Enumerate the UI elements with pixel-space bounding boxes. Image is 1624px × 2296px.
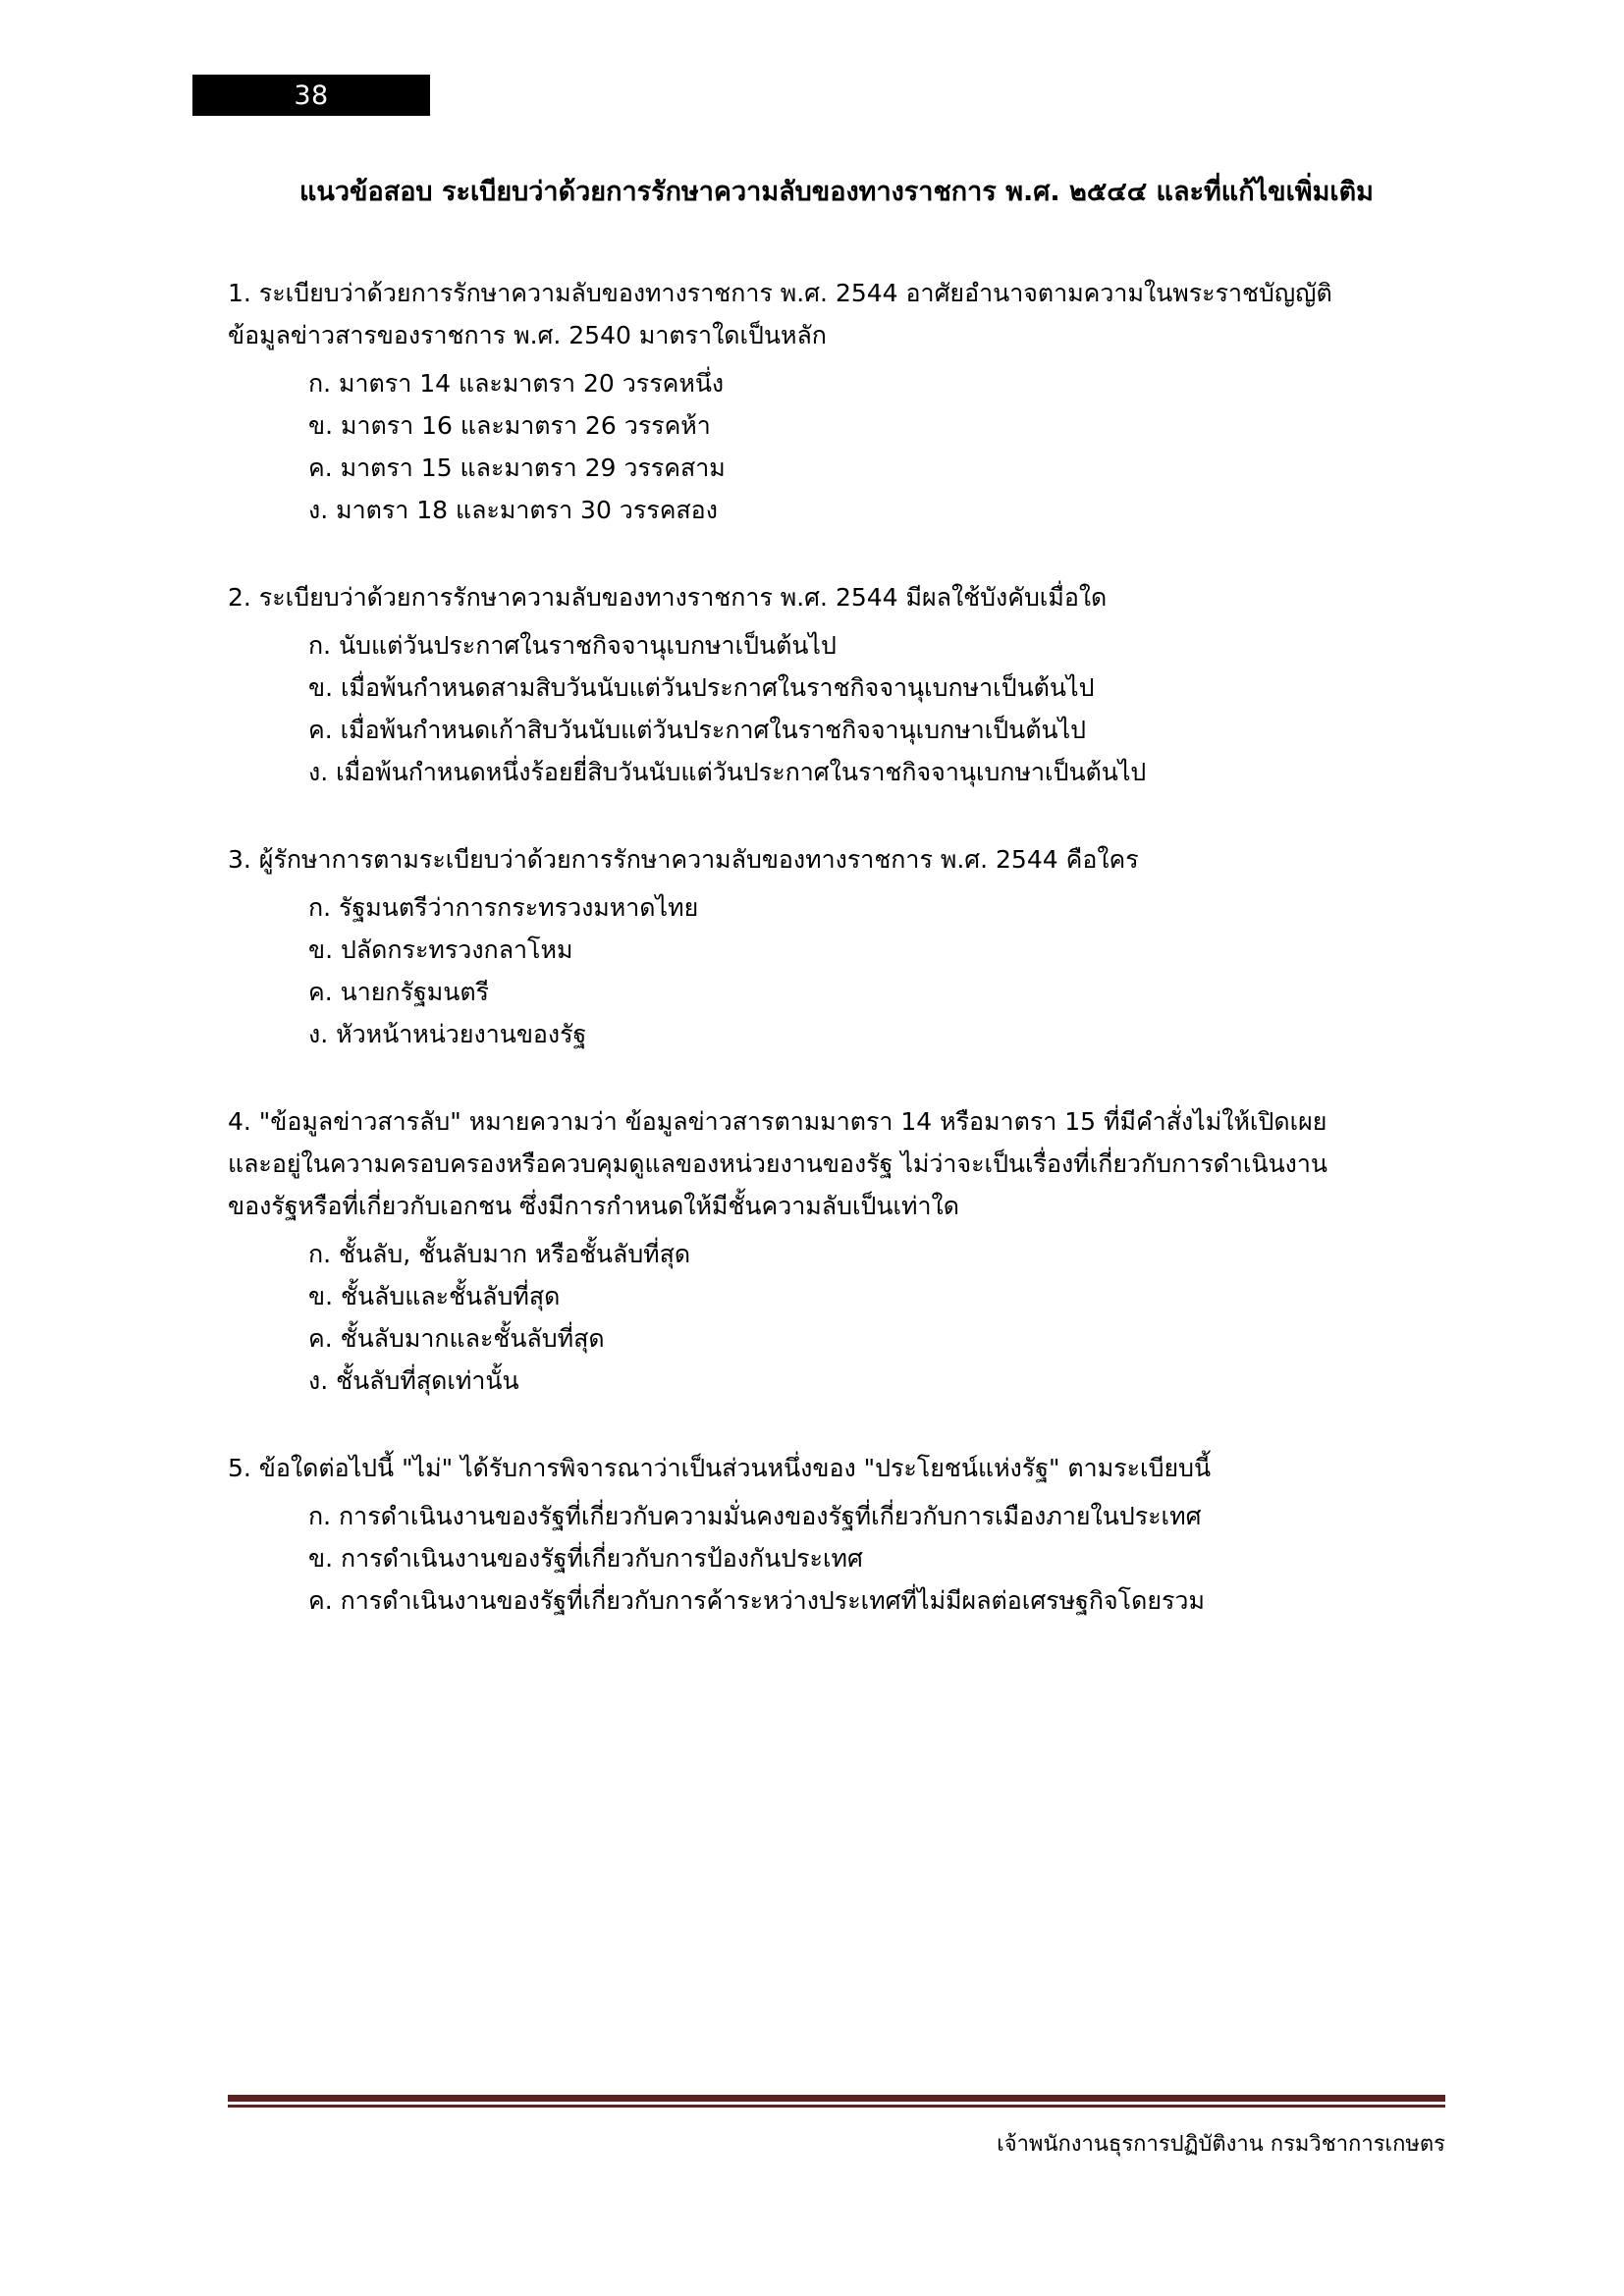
page-number: 38 [294,80,329,111]
choice-option[interactable]: ก. รัฐมนตรีว่าการกระทรวงมหาดไทย [308,893,699,923]
choice-list [228,624,1445,793]
question-item [228,272,1445,531]
question-stem [228,272,1445,356]
choice-option[interactable]: ข. ปลัดกระทรวงกลาโหม [308,935,573,965]
choice-option[interactable]: ก. ชั้นลับ, ชั้นลับมาก หรือชั้นลับที่สุด [308,1240,691,1269]
page-footer [228,2095,1445,2162]
choice-option[interactable]: ข. การดำเนินงานของรัฐที่เกี่ยวกับการป้องกันประเทศ [308,1544,863,1574]
choice-option[interactable]: ข. เมื่อพ้นกำหนดสามสิบวันนับแต่วันประกาศในราชกิจจานุเบกษาเป็นต้นไป [308,673,1095,703]
question-stem [228,838,1445,881]
choice-option[interactable]: ค. นายกรัฐมนตรี [308,978,489,1007]
question-stem-line: 4. "ข้อมูลข่าวสารลับ" หมายความว่า ข้อมูลข่าวสารตามมาตรา 14 หรือมาตรา 15 ที่มีคำสั่งไม่ให้เปิดเผย [228,1107,1327,1137]
choice-list [228,1233,1445,1402]
choice-option[interactable]: ข. มาตรา 16 และมาตรา 26 วรรคห้า [308,411,711,441]
footer-text: เจ้าพนักงานธุรการปฏิบัติงาน กรมวิชาการเกษตร [997,2132,1445,2157]
choice-option[interactable]: ค. ชั้นลับมากและชั้นลับที่สุด [308,1324,605,1354]
choice-list [228,886,1445,1055]
question-stem-line: 2. ระเบียบว่าด้วยการรักษาความลับของทางราชการ พ.ศ. 2544 มีผลใช้บังคับเมื่อใด [228,583,1108,613]
choice-option[interactable]: ก. นับแต่วันประกาศในราชกิจจานุเบกษาเป็นต้นไป [308,631,837,661]
choice-option[interactable]: ง. หัวหน้าหน่วยงานของรัฐ [308,1020,587,1049]
choice-option[interactable]: ก. มาตรา 14 และมาตรา 20 วรรคหนึ่ง [308,369,725,399]
footer-rule-thin [228,2105,1445,2108]
choice-option[interactable]: ง. เมื่อพ้นกำหนดหนึ่งร้อยยี่สิบวันนับแต่วันประกาศในราชกิจจานุเบกษาเป็นต้นไป [308,758,1147,787]
question-stem-line: 5. ข้อใดต่อไปนี้ "ไม่" ได้รับการพิจารณาว่าเป็นส่วนหนึ่งของ "ประโยชน์แห่งรัฐ" ตามระเบียบนี้ [228,1454,1212,1483]
question-stem-line: 1. ระเบียบว่าด้วยการรักษาความลับของทางราชการ พ.ศ. 2544 อาศัยอำนาจตามความในพระราชบัญญัติ [228,279,1332,308]
question-item [228,838,1445,1055]
choice-option[interactable]: ค. เมื่อพ้นกำหนดเก้าสิบวันนับแต่วันประกาศในราชกิจจานุเบกษาเป็นต้นไป [308,716,1087,745]
choice-option[interactable]: ง. มาตรา 18 และมาตรา 30 วรรคสอง [308,496,718,525]
choice-list [228,362,1445,531]
question-item [228,576,1445,793]
question-item [228,1447,1445,1622]
footer-rule-thick [228,2095,1445,2102]
choice-list [228,1495,1445,1622]
choice-option[interactable]: ค. การดำเนินงานของรัฐที่เกี่ยวกับการค้าระหว่างประเทศที่ไม่มีผลต่อเศรษฐกิจโดยรวม [308,1586,1205,1616]
document-title: แนวข้อสอบ ระเบียบว่าด้วยการรักษาความลับของทางราชการ พ.ศ. ๒๕๔๔ และที่แก้ไขเพิ่มเติม [299,177,1374,207]
choice-option[interactable]: ค. มาตรา 15 และมาตรา 29 วรรคสาม [308,454,726,483]
question-item [228,1100,1445,1402]
page-number-banner [192,75,430,116]
question-stem-line: ข้อมูลข่าวสารของราชการ พ.ศ. 2540 มาตราใดเป็นหลัก [228,321,827,350]
choice-option[interactable]: ง. ชั้นลับที่สุดเท่านั้น [308,1366,519,1396]
question-stem [228,1447,1445,1489]
choice-option[interactable]: ก. การดำเนินงานของรัฐที่เกี่ยวกับความมั่นคงของรัฐที่เกี่ยวกับการเมืองภายในประเทศ [308,1502,1202,1531]
document-content [228,173,1445,1665]
question-stem [228,576,1445,618]
question-stem [228,1100,1445,1227]
question-stem-line: 3. ผู้รักษาการตามระเบียบว่าด้วยการรักษาความลับของทางราชการ พ.ศ. 2544 คือใคร [228,845,1139,875]
question-stem-line: และอยู่ในความครอบครองหรือควบคุมดูแลของหน่วยงานของรัฐ ไม่ว่าจะเป็นเรื่องที่เกี่ยวกับการดำเนินงาน [228,1149,1328,1179]
choice-option[interactable]: ข. ชั้นลับและชั้นลับที่สุด [308,1282,561,1311]
question-stem-line: ของรัฐหรือที่เกี่ยวกับเอกชน ซึ่งมีการกำหนดให้มีชั้นความลับเป็นเท่าใด [228,1192,959,1221]
